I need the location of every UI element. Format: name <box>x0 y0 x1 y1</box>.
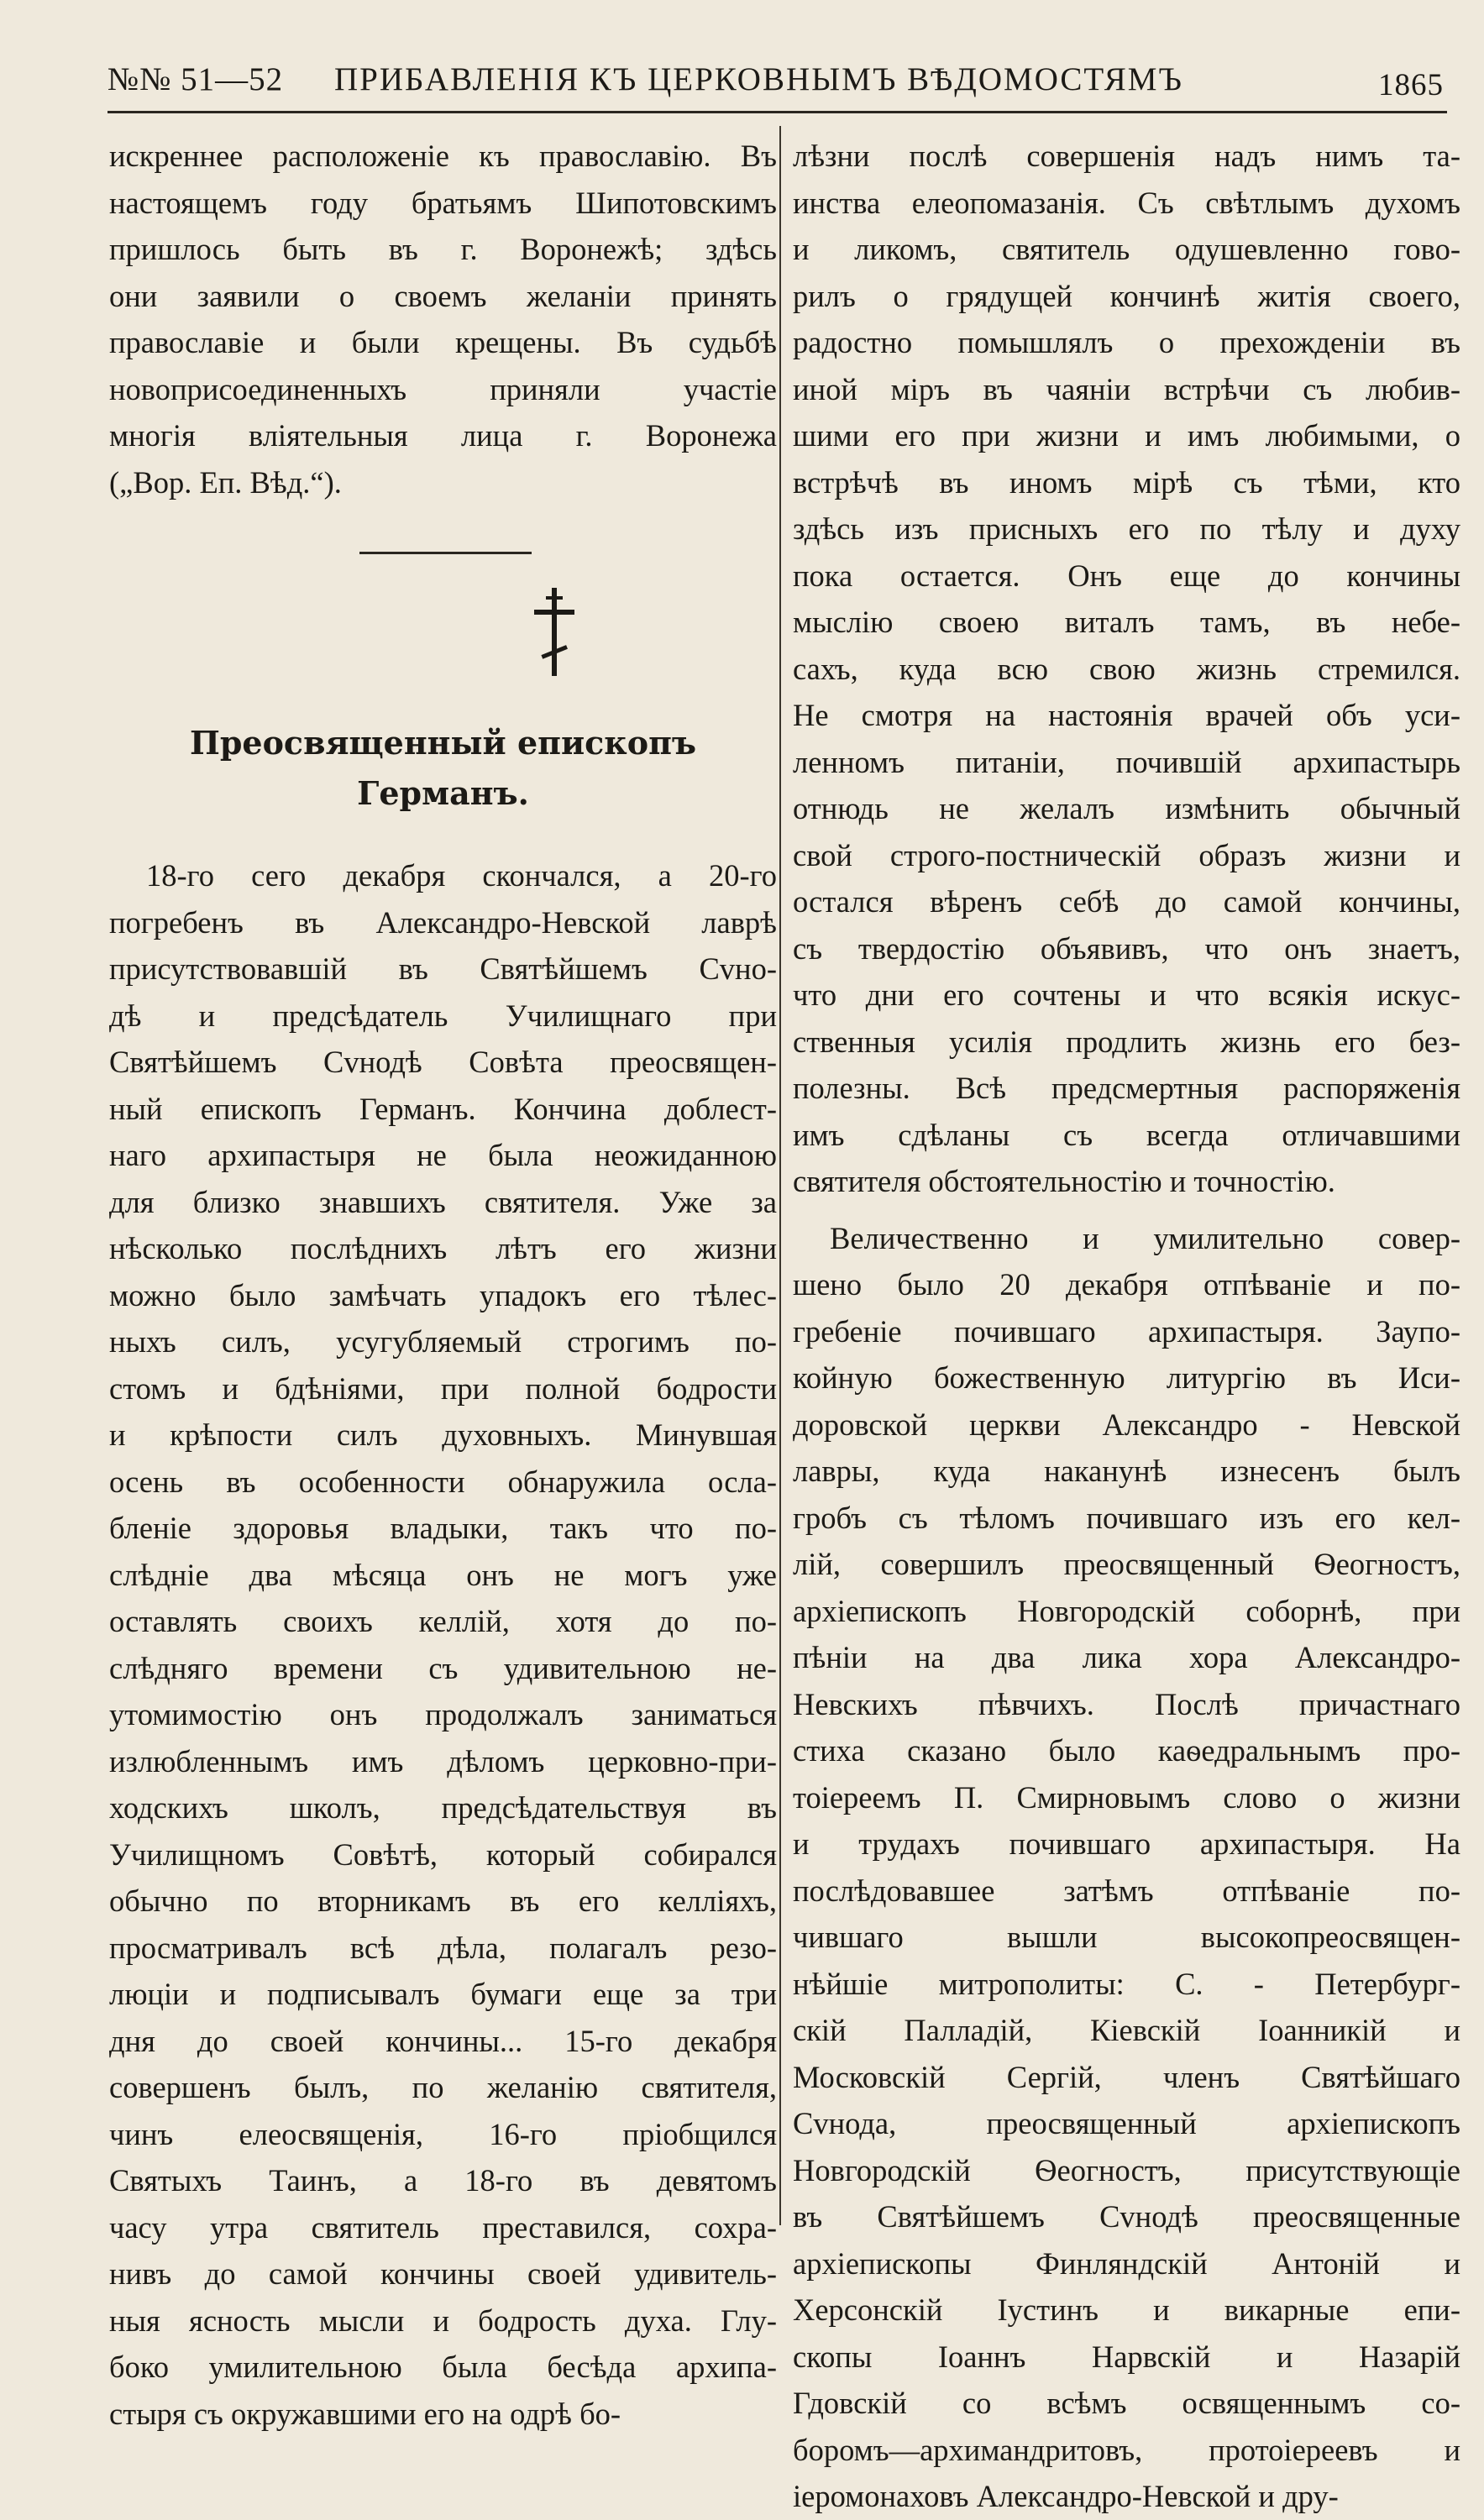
text-line: лѣзни послѣ совершенія надъ нимъ та- <box>793 139 1460 173</box>
text-line: можно было замѣчать упадокъ его тѣлес- <box>109 1277 777 1312</box>
text-line: отнюдь не желалъ измѣнить обычный <box>793 791 1460 825</box>
text-line: съ твердостію объявивъ, что онъ знаетъ, <box>793 930 1460 966</box>
text-line: мыслію своею виталъ тамъ, въ небе- <box>793 605 1460 639</box>
text-line: стиха сказано было каѳедральнымъ про- <box>793 1733 1460 1768</box>
text-line: здѣсь изъ присныхъ его по тѣлу и духу <box>793 511 1460 546</box>
left-column <box>109 133 777 2437</box>
issue-number: №№ 51—52 <box>107 61 284 97</box>
text-line: дѣ и предсѣдатель Училищнаго при <box>109 998 777 1033</box>
text-line: слѣдніе два мѣсяца онъ не могъ уже <box>109 1557 777 1592</box>
text-line: и трудахъ почившаго архипастыря. На <box>793 1826 1460 1861</box>
text-line: остался вѣренъ себѣ до самой кончины, <box>793 884 1460 919</box>
text-line: іеромонаховъ Александро-Невской и дру- <box>793 2479 1339 2513</box>
text-line: и ликомъ, святитель одушевленно гово- <box>793 232 1460 266</box>
article-paragraph-2 <box>793 1215 1460 2520</box>
text-line: свой строго-постническій образъ жизни и <box>793 837 1460 872</box>
text-line: часу утра святитель преставился, сохра- <box>109 2209 777 2245</box>
text-line: сахъ, куда всю свою жизнь стремился. <box>793 651 1460 686</box>
intro-paragraph <box>109 133 777 506</box>
orthodox-cross-icon <box>529 588 579 676</box>
text-line: люціи и подписывалъ бумаги еще за три <box>109 1977 777 2011</box>
text-line: Сvнода, преосвященный архіепископъ <box>793 2106 1460 2140</box>
text-line: („Вор. Еп. Вѣд.“). <box>109 464 342 500</box>
header-rule <box>107 111 1447 113</box>
text-line: иной міръ въ чаяніи встрѣчи съ любив- <box>793 371 1460 406</box>
text-line: инства елеопомазанія. Съ свѣтлымъ духомъ <box>793 185 1460 220</box>
article-body-left <box>109 852 777 2437</box>
text-line: пришлось быть въ г. Воронежѣ; здѣсь <box>109 232 777 266</box>
text-line: лавры, куда наканунѣ изнесенъ былъ <box>793 1454 1460 1488</box>
right-column <box>793 133 1460 2520</box>
text-line: Гдовскій со всѣмъ освященнымъ со- <box>793 2386 1460 2420</box>
text-line: бленіе здоровья владыки, такъ что по- <box>109 1511 777 1545</box>
text-line: искреннее расположеніе къ православію. Въ <box>109 139 777 173</box>
text-line: Святѣйшемъ Сvнодѣ Совѣта преосвящен- <box>109 1045 777 1079</box>
text-line: просматривалъ всѣ дѣла, полагалъ резо- <box>109 1930 777 1965</box>
text-line: шено было 20 декабря отпѣваніе и по- <box>793 1267 1460 1302</box>
text-line: обычно по вторникамъ въ его келліяхъ, <box>109 1883 777 1918</box>
text-line: встрѣчѣ въ иномъ мірѣ съ тѣми, кто <box>793 464 1460 500</box>
text-line: имъ сдѣланы съ всегда отличавшими <box>793 1117 1460 1152</box>
text-line: радостно помышлялъ о прехожденіи въ <box>793 325 1460 359</box>
column-divider <box>779 126 781 2225</box>
text-line: Невскихъ пѣвчихъ. Послѣ причастнаго <box>793 1686 1460 1721</box>
text-line: православіе и были крещены. Въ судьбѣ <box>109 325 777 359</box>
text-line: ныхъ силъ, усугубляемый строгимъ по- <box>109 1324 777 1359</box>
text-line: полезны. Всѣ предсмертныя распоряженія <box>793 1071 1460 1105</box>
text-line: архіепископы Финляндскій Антоній и <box>793 2245 1460 2281</box>
text-line: Училищномъ Совѣтѣ, который собирался <box>109 1836 777 1872</box>
text-line: излюбленнымъ имъ дѣломъ церковно-при- <box>109 1743 777 1779</box>
text-line: ный епископъ Германъ. Кончина доблест- <box>109 1091 777 1126</box>
text-line: стомъ и бдѣніями, при полной бодрости <box>109 1370 777 1406</box>
text-line: что дни его сочтены и что всякія искус- <box>793 977 1460 1012</box>
text-line: они заявили о своемъ желаніи принять <box>109 278 777 313</box>
text-line: утомимостію онъ продолжалъ заниматься <box>109 1697 777 1732</box>
text-line: чившаго вышли высокопреосвящен- <box>793 1920 1460 1954</box>
text-line: Новгородскій Ѳеогностъ, присутствующіе <box>793 2152 1460 2187</box>
text-line: лій, совершилъ преосвященный Ѳеогностъ, <box>793 1547 1460 1581</box>
text-line: нивъ до самой кончины своей удивитель- <box>109 2256 777 2291</box>
text-line: для близко знавшихъ святителя. Уже за <box>109 1184 777 1219</box>
text-line: 18-го сего декабря скончался, а 20-го <box>146 858 777 893</box>
text-line: пѣніи на два лика хора Александро- <box>793 1640 1460 1674</box>
text-line: Херсонскій Іустинъ и викарные епи- <box>793 2292 1460 2327</box>
text-line: нѣсколько послѣднихъ лѣтъ его жизни <box>109 1231 777 1265</box>
text-line: тоіереемъ П. Смирновымъ слово о жизни <box>793 1779 1460 1815</box>
text-line: погребенъ въ Александро-Невской лаврѣ <box>109 904 777 940</box>
text-line: осень въ особенности обнаружила осла- <box>109 1464 777 1499</box>
text-line: святителя обстоятельностію и точностію. <box>793 1164 1335 1198</box>
text-line: ныя ясность мысли и бодрость духа. Глу- <box>109 2303 777 2338</box>
article-title: Преосвященный епископъ <box>189 724 697 762</box>
text-line: наго архипастыря не была неожиданною <box>109 1138 777 1172</box>
text-line: новоприсоединенныхъ приняли участіе <box>109 371 777 406</box>
article-title-name: Германъ. <box>357 774 529 812</box>
text-line: гробъ съ тѣломъ почившаго изъ его кел- <box>793 1500 1460 1535</box>
text-line: многія вліятельныя лица г. Воронежа <box>109 418 777 453</box>
text-line: боромъ—архимандритовъ, протоіереевъ и <box>793 2432 1460 2467</box>
page-number: 1865 <box>1378 68 1444 102</box>
text-line: Величественно и умилительно совер- <box>830 1220 1460 1255</box>
text-line: ленномъ питаніи, почившій архипастырь <box>793 744 1460 779</box>
text-line: стыря съ окружавшими его на одрѣ бо- <box>109 2396 621 2431</box>
text-line: и крѣпости силъ духовныхъ. Минувшая <box>109 1417 777 1452</box>
publication-title: ПРИБАВЛЕНІЯ КЪ ЦЕРКОВНЫМЪ ВѢДОМОСТЯМЪ <box>334 61 1183 97</box>
text-line: Не смотря на настоянія врачей объ уси- <box>793 698 1460 732</box>
text-line: койную божественную литургію въ Иси- <box>793 1360 1460 1395</box>
text-line: оставлять своихъ келлій, хотя до по- <box>109 1604 777 1638</box>
section-separator <box>359 552 532 554</box>
text-line: Святыхъ Таинъ, а 18-го въ девятомъ <box>109 2163 777 2198</box>
text-line: Московскій Сергій, членъ Святѣйшаго <box>793 2059 1460 2094</box>
text-line: настоящемъ году братьямъ Шипотовскимъ <box>109 185 777 220</box>
text-line: послѣдовавшее затѣмъ отпѣваніе по- <box>793 1873 1460 1908</box>
text-line: ственныя усилія продлить жизнь его без- <box>793 1024 1460 1059</box>
text-line: шими его при жизни и имъ любимыми, о <box>793 418 1460 453</box>
text-line: архіепископъ Новгородскій соборнѣ, при <box>793 1593 1460 1628</box>
article-paragraph-1 <box>793 133 1460 1205</box>
text-line: въ Святѣйшемъ Сvнодѣ преосвященные <box>793 2199 1460 2234</box>
text-line: чинъ елеосвященія, 16-го пріобщился <box>109 2116 777 2151</box>
text-line: пока остается. Онъ еще до кончины <box>793 558 1460 593</box>
text-line: дня до своей кончины... 15-го декабря <box>109 2023 777 2058</box>
text-line: доровской церкви Александро - Невской <box>793 1407 1460 1442</box>
text-line: совершенъ былъ, по желанію святителя, <box>109 2070 777 2104</box>
text-line: присутствовавшій въ Святѣйшемъ Сvно- <box>109 951 777 986</box>
text-line: рилъ о грядущей кончинѣ житія своего, <box>793 278 1460 313</box>
page-header <box>107 52 1444 119</box>
text-line: скій Палладій, Кіевскій Іоанникій и <box>793 2013 1460 2047</box>
text-line: скопы Іоаннъ Нарвскій и Назарій <box>793 2339 1460 2374</box>
text-line: гребеніе почившаго архипастыря. Заупо- <box>793 1313 1460 1349</box>
text-line: слѣдняго времени съ удивительною не- <box>109 1650 777 1685</box>
text-line: ходскихъ школъ, предсѣдательствуя въ <box>109 1790 777 1825</box>
text-line: боко умилительною была бесѣда архипа- <box>109 2350 777 2384</box>
text-line: нѣйшіе митрополиты: С. - Петербург- <box>793 1966 1460 2001</box>
